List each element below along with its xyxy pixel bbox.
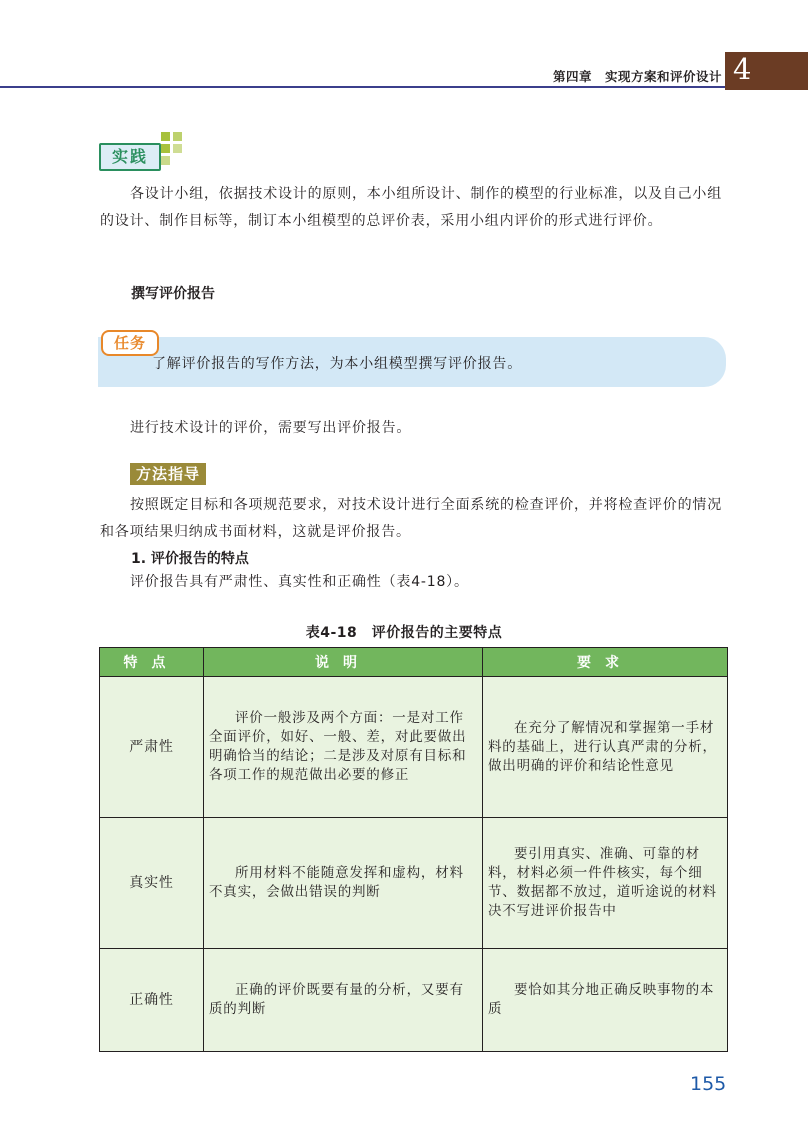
header-feature: 特点 [100,648,204,677]
feature-description: 正确的评价既要有量的分析，又要有质的判断 [209,982,464,1017]
practice-text: 各设计小组，依据技术设计的原则，本小组所设计、制作的模型的行业标准，以及自己小组的设计、制作目标等，制订本小组模型的总评价表，采用小组内评价的形式进行评价。 [100,186,722,229]
features-intro: 评价报告具有严肃性、真实性和正确性（表4-18）。 [130,574,469,590]
header-requirement: 要求 [483,648,728,677]
table-row [100,677,728,818]
feature-requirement: 要恰如其分地正确反映事物的本质 [488,982,715,1017]
feature-description: 评价一般涉及两个方面：一是对工作全面评价，如好、一般、差，对此要做出明确恰当的结论；二是涉及对原有目标和各项工作的规范做出必要的修正 [209,710,467,783]
section-heading: 撰写评价报告 [131,286,215,302]
task-text: 了解评价报告的写作方法，为本小组模型撰写评价报告。 [152,356,522,372]
page-header [0,0,808,90]
decor-square-icon [173,144,182,153]
feature-requirement: 要引用真实、准确、可靠的材料，材料必须一件件核实，每个细节、数据都不放过，道听途说的材料决不写进评价报告中 [488,846,717,919]
feature-description: 所用材料不能随意发挥和虚构，材料不真实，会做出错误的判断 [209,865,464,900]
decor-square-icon [173,132,182,141]
page-number: 155 [690,1073,727,1095]
decor-square-icon [161,144,170,153]
header-rule [0,86,728,88]
header-description: 说明 [204,648,483,677]
chapter-title: 第四章 实现方案和评价设计 [553,69,723,84]
table-header-row [100,648,728,677]
feature-name: 真实性 [100,818,204,949]
intro-text: 进行技术设计的评价，需要写出评价报告。 [130,420,412,436]
decor-square-icon [161,156,170,165]
feature-name: 严肃性 [100,677,204,818]
table-row [100,818,728,949]
table-title: 表4-18 评价报告的主要特点 [305,625,503,641]
feature-name: 正确性 [100,949,204,1052]
feature-requirement: 在充分了解情况和掌握第一手材料的基础上，进行认真严肃的分析，做出明确的评价和结论性意见 [488,719,717,774]
features-table [99,647,728,1052]
method-badge: 方法指导 [130,463,206,485]
method-text: 按照既定目标和各项规范要求，对技术设计进行全面系统的检查评价，并将检查评价的情况和各项结果归纳成书面材料，这就是评价报告。 [100,497,722,540]
decor-square-icon [161,132,170,141]
chapter-number: 4 [733,52,752,86]
table-row [100,949,728,1052]
practice-badge: 实践 [99,143,161,171]
task-badge: 任务 [101,330,159,356]
sub-heading: 1. 评价报告的特点 [131,551,249,567]
